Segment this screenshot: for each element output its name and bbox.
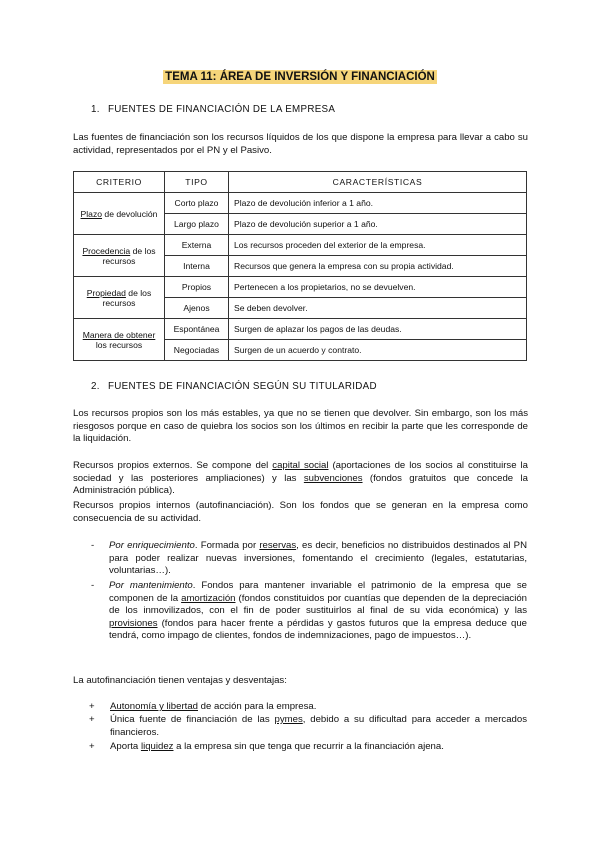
type-cell: Externa bbox=[165, 235, 229, 256]
table-row bbox=[74, 193, 527, 214]
criterion-cell: Procedencia de los recursos bbox=[74, 235, 165, 277]
table-header-row bbox=[74, 172, 527, 193]
header-caracteristicas: CARACTERÍSTICAS bbox=[229, 172, 527, 193]
list-item: - Por mantenimiento. Fondos para mantener invariable el patrimonio de la empresa que se componen de la amortización (fondos constituidos por cuantías que dependen de la depreciación de los inmovilizados, con el fin de poder sustituirlos al final de su vida económica) y las provisiones (fondos para hacer frente a pérdidas y gastos futuros que la empresa deduce que tendrá, como impago de clientes, fondos de indemnizaciones, pago de impuestos…). bbox=[91, 580, 528, 642]
internal-own-resources-paragraph: Recursos propios internos (autofinanciación). Son los fondos que se generan en la empresa como consecuencia de su actividad. bbox=[73, 500, 528, 524]
financing-criteria-table bbox=[73, 171, 527, 361]
self-financing-intro: La autofinanciación tienen ventajas y desventajas: bbox=[73, 675, 287, 686]
list-item: - Por enriquecimiento. Formada por reservas, es decir, beneficios no distribuidos destinados al PN para poder realizar nuevas inversiones, fomentando el crecimiento (legales, estatutarias, voluntarias…). bbox=[91, 540, 528, 577]
list-item: + Aporta liquidez a la empresa sin que tenga que recurrir a la financiación ajena. bbox=[89, 741, 444, 752]
dash-bullet: - bbox=[91, 580, 95, 591]
document-title bbox=[0, 71, 600, 83]
type-cell: Interna bbox=[165, 256, 229, 277]
subvenciones-term: subvenciones bbox=[303, 472, 363, 484]
type-cell: Propios bbox=[165, 277, 229, 298]
dash-bullet: - bbox=[91, 540, 95, 551]
section-1-intro: Las fuentes de financiación son los recursos líquidos de los que dispone la empresa para llevar a cabo su actividad, representados por el PN y el Pasivo. bbox=[73, 132, 528, 156]
characteristic-cell: Plazo de devolución superior a 1 año. bbox=[229, 214, 527, 235]
document-title-text: TEMA 11: ÁREA DE INVERSIÓN Y FINANCIACIÓN bbox=[165, 71, 435, 83]
table-row bbox=[74, 277, 527, 298]
capital-social-term: capital social bbox=[272, 460, 329, 471]
plus-bullet: + bbox=[89, 714, 95, 725]
pymes-term: pymes bbox=[274, 714, 303, 725]
criterion-cell: Propiedad de los recursos bbox=[74, 277, 165, 319]
external-own-resources-paragraph: Recursos propios externos. Se compone del capital social (aportaciones de los socios al constituirse la sociedad y las posteriores ampliaciones) y las subvenciones (fondos gratuitos que concede la Administración pública). bbox=[73, 460, 528, 497]
liquidez-term: liquidez bbox=[140, 741, 174, 752]
criterion-cell: Manera de obtener los recursos bbox=[74, 319, 165, 361]
type-cell: Corto plazo bbox=[165, 193, 229, 214]
list-item: + Autonomía y libertad de acción para la empresa. bbox=[89, 701, 317, 712]
section-1-title: FUENTES DE FINANCIACIÓN DE LA EMPRESA bbox=[108, 104, 336, 115]
characteristic-cell: Pertenecen a los propietarios, no se devuelven. bbox=[229, 277, 527, 298]
header-criterio: CRITERIO bbox=[74, 172, 165, 193]
reservas-term: reservas bbox=[259, 540, 297, 551]
section-2-number: 2. bbox=[91, 381, 100, 392]
section-2-paragraph-1: Los recursos propios son los más estables, ya que no se tienen que devolver. Sin embargo, son los más riesgosos porque en caso de quiebra los socios son los últimos en recibir la parte que les corresponde de la liquidación. bbox=[73, 408, 528, 445]
section-2-title: FUENTES DE FINANCIACIÓN SEGÚN SU TITULARIDAD bbox=[108, 381, 377, 392]
plus-bullet: + bbox=[89, 701, 95, 712]
characteristic-cell: Plazo de devolución inferior a 1 año. bbox=[229, 193, 527, 214]
type-cell: Largo plazo bbox=[165, 214, 229, 235]
list-item: + Única fuente de financiación de las pymes, debido a su dificultad para acceder a mercados financieros. bbox=[89, 714, 528, 738]
plus-bullet: + bbox=[89, 741, 95, 752]
characteristic-cell: Surgen de aplazar los pagos de las deudas. bbox=[229, 319, 527, 340]
provisiones-term: provisiones bbox=[109, 617, 158, 629]
table-row bbox=[74, 235, 527, 256]
characteristic-cell: Los recursos proceden del exterior de la empresa. bbox=[229, 235, 527, 256]
characteristic-cell: Se deben devolver. bbox=[229, 298, 527, 319]
characteristic-cell: Recursos que genera la empresa con su propia actividad. bbox=[229, 256, 527, 277]
type-cell: Ajenos bbox=[165, 298, 229, 319]
section-2-heading bbox=[91, 381, 377, 392]
type-cell: Espontánea bbox=[165, 319, 229, 340]
section-1-number: 1. bbox=[91, 104, 100, 115]
autonomia-term: Autonomía y libertad bbox=[110, 701, 198, 712]
criterion-cell: Plazo de devolución bbox=[74, 193, 165, 235]
section-1-heading bbox=[91, 104, 335, 115]
amortizacion-term: amortización bbox=[181, 592, 236, 604]
characteristic-cell: Surgen de un acuerdo y contrato. bbox=[229, 340, 527, 361]
header-tipo: TIPO bbox=[165, 172, 229, 193]
type-cell: Negociadas bbox=[165, 340, 229, 361]
table-row bbox=[74, 319, 527, 340]
